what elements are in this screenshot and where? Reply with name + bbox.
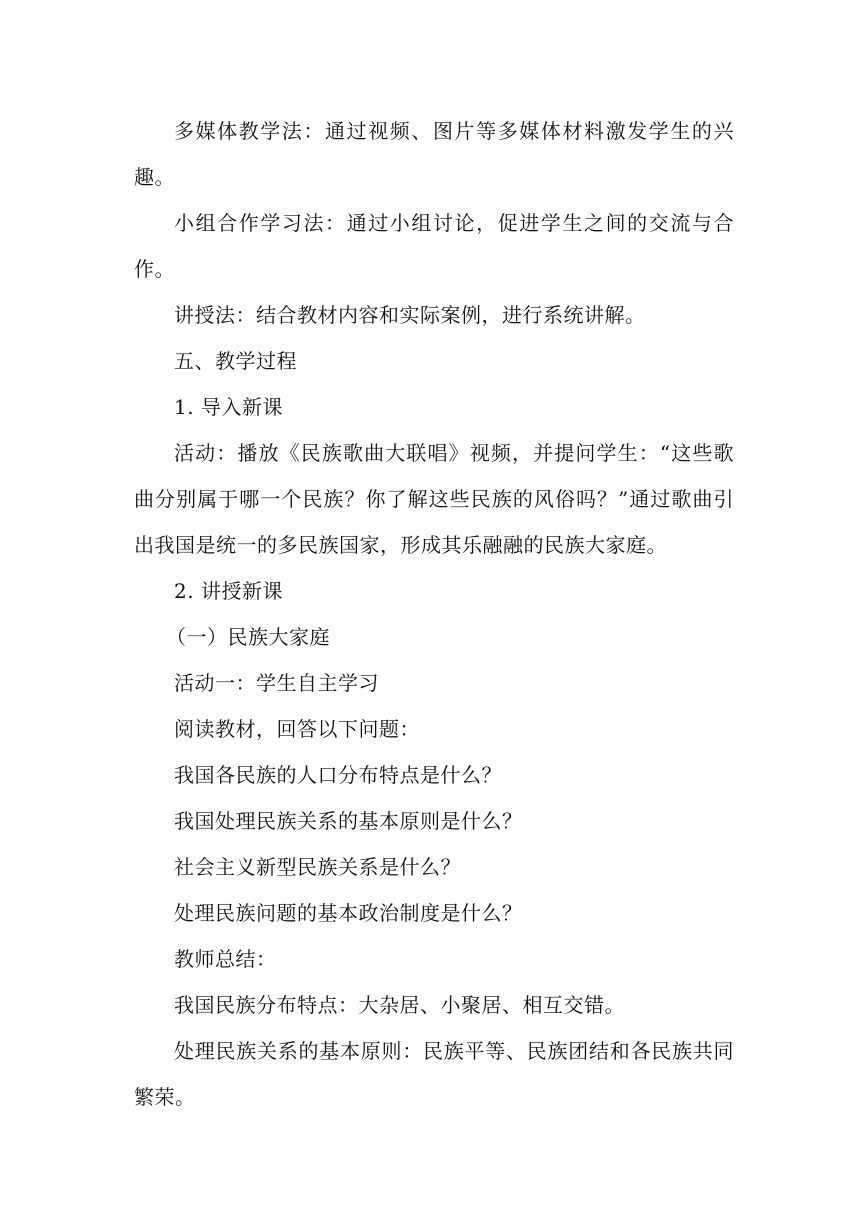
subheading-new-lesson: 2. 讲授新课 bbox=[174, 579, 283, 603]
paragraph-multimedia-method: 多媒体教学法：通过视频、图片等多媒体材料激发学生的兴趣。 bbox=[134, 119, 734, 189]
activity-one-title: 活动一：学生自主学习 bbox=[174, 671, 379, 695]
summary-distribution: 我国民族分布特点：大杂居、小聚居、相互交错。 bbox=[174, 993, 625, 1017]
subheading-ethnic-family: （一）民族大家庭 bbox=[166, 625, 330, 649]
question-3: 社会主义新型民族关系是什么？ bbox=[174, 855, 461, 879]
summary-principles: 处理民族关系的基本原则：民族平等、民族团结和各民族共同繁荣。 bbox=[134, 1039, 734, 1109]
question-2: 我国处理民族关系的基本原则是什么？ bbox=[174, 809, 523, 833]
reading-instruction: 阅读教材，回答以下问题： bbox=[174, 717, 420, 741]
teacher-summary-label: 教师总结： bbox=[174, 947, 277, 971]
question-1: 我国各民族的人口分布特点是什么？ bbox=[174, 763, 502, 787]
subheading-introduction: 1. 导入新课 bbox=[174, 395, 283, 419]
section-heading-teaching-process: 五、教学过程 bbox=[174, 349, 297, 373]
paragraph-group-cooperation-method: 小组合作学习法：通过小组讨论，促进学生之间的交流与合作。 bbox=[134, 211, 734, 281]
paragraph-introduction-activity: 活动：播放《民族歌曲大联唱》视频，并提问学生：“这些歌曲分别属于哪一个民族？你了解这些民族的风俗吗？”通过歌曲引出我国是统一的多民族国家，形成其乐融融的民族大家庭。 bbox=[134, 441, 734, 557]
document-body bbox=[134, 108, 734, 1120]
paragraph-lecture-method: 讲授法：结合教材内容和实际案例，进行系统讲解。 bbox=[174, 303, 646, 327]
question-4: 处理民族问题的基本政治制度是什么？ bbox=[174, 901, 523, 925]
